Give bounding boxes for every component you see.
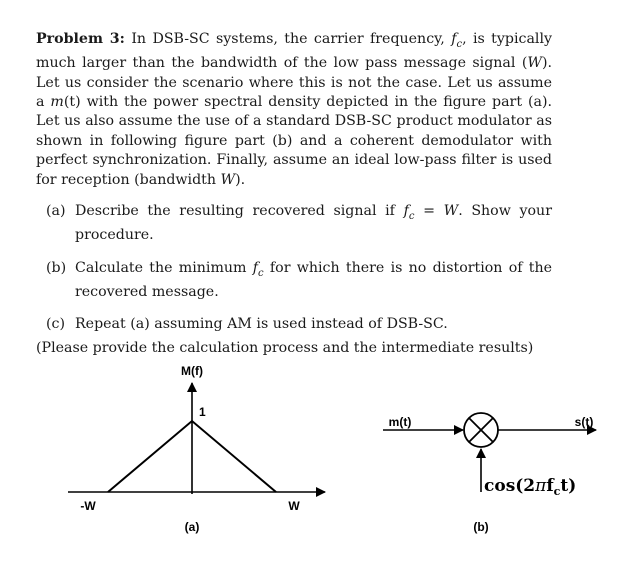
problem-label: Problem 3 — [36, 31, 120, 47]
psd-figure — [68, 364, 325, 534]
psd-peak-label: 1 — [199, 405, 206, 419]
problem-text-5: ). — [235, 171, 246, 188]
problem-statement: Problem 3: In DSB-SC systems, the carrier frequency, $f_c$, is typically much larger than the bandwidth of the low pass message signal (W). Let us consider the scenario where this is not the case. Let us assume a m(t) with the power spectral density depicted in the figure part (a). Let us also assume the use of a standard DSB-SC product modulator as shown in following figure part (b) and a coherent demodulator with perfect synchronization. Finally, assume an ideal low-pass filter is used for reception (bandwidth W). — [36, 31, 553, 188]
problem-text-4: with the power spectral density depicted in the figure part (a). Let us also assume the use of a standard DSB-SC product modulator as shown in following figure part (b) and a coherent demodulator with perfect synchronization. Finally, assume an ideal low-pass filter is used for reception (bandwidth — [36, 94, 553, 188]
carrier-label: $\cos(2\pi f_ct)$ — [484, 476, 577, 498]
math-fc: $f_c$ — [451, 31, 463, 50]
math-w-2: W — [220, 171, 236, 188]
math-t: (t) — [63, 94, 81, 111]
input-signal-label: m(t) — [388, 415, 412, 429]
figure-b-caption: (b) — [473, 520, 489, 534]
part-b: (b) Calculate the minimum $f_c$ for which there is no distortion of the recovered message. — [46, 259, 552, 300]
problem-text-1: In DSB-SC systems, the carrier frequency, — [131, 31, 452, 47]
part-a: (a) Describe the resulting recovered signal if $f_c = W$. Show your procedure. — [46, 203, 552, 244]
modulator-figure — [383, 413, 596, 534]
part-c: (c) Repeat (a) assuming AM is used instead of DSB-SC. — [46, 315, 552, 334]
figure-a-caption: (a) — [184, 520, 200, 534]
math-fc: $f_c$ — [403, 203, 415, 222]
figures — [0, 360, 631, 575]
math-w: W — [527, 55, 542, 72]
sub-questions — [46, 202, 552, 348]
problem-text-2: , is typically much larger than the bandwidth of the low pass message signal ( — [36, 31, 553, 72]
psd-right-label: W — [288, 499, 300, 513]
problem-text-3: ). Let us consider the scenario where this is not the case. Let us assume a — [36, 55, 552, 111]
multiplier-icon — [464, 413, 498, 447]
psd-left-label: -W — [80, 499, 96, 513]
calculation-note: (Please provide the calculation process and the intermediate results) — [36, 340, 534, 356]
part-c-label: (c) — [46, 316, 66, 333]
math-m: m — [50, 94, 64, 111]
math-fc: $f_c$ — [252, 259, 264, 279]
part-b-label: (b) — [46, 259, 67, 276]
output-signal-label: s(t) — [574, 415, 594, 429]
part-a-label: (a) — [46, 203, 66, 219]
psd-ylabel: M(f) — [181, 364, 203, 378]
